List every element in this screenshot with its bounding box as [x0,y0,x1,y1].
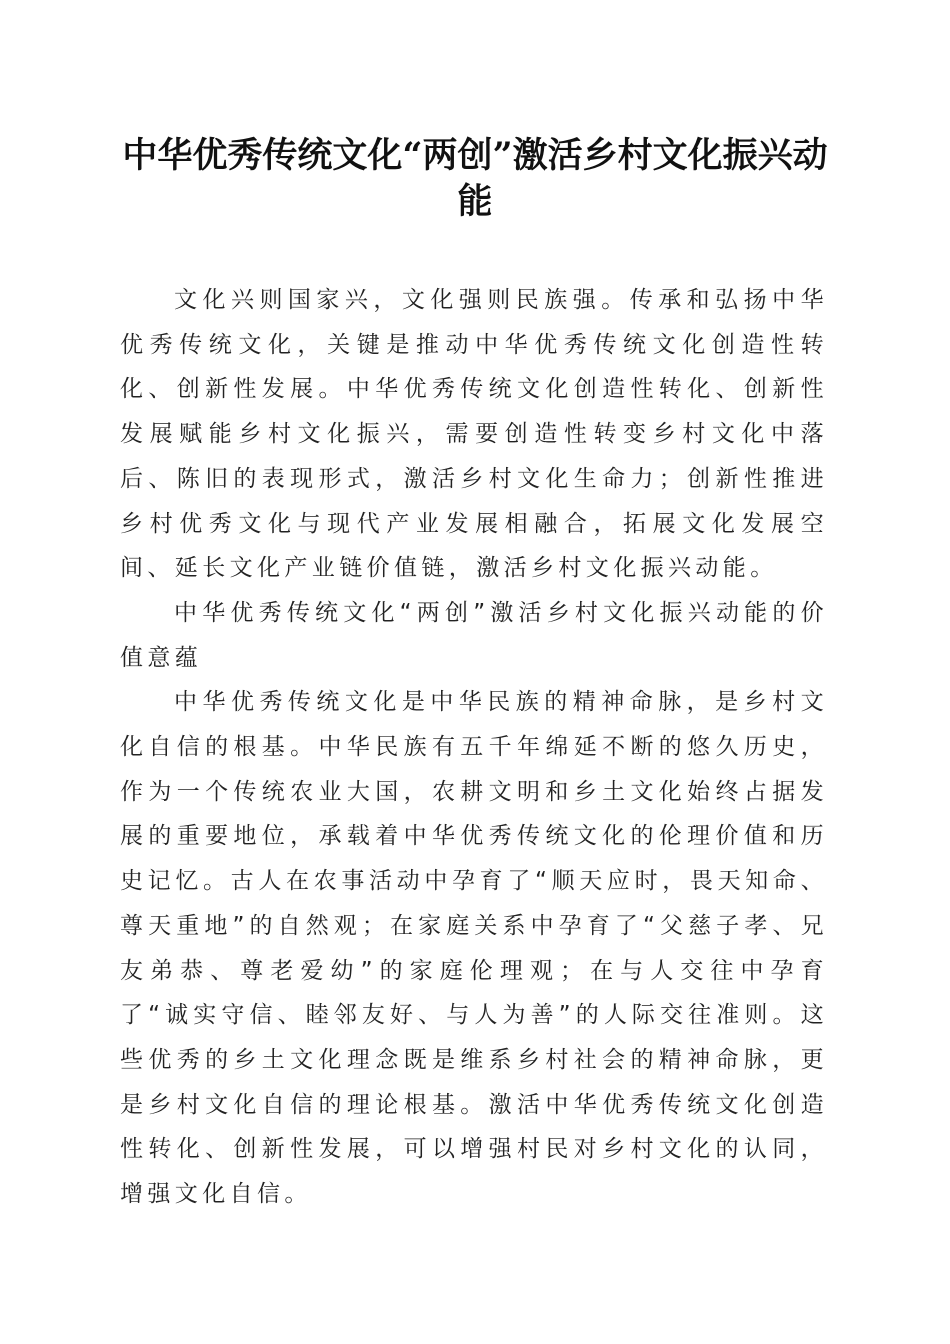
paragraph-section-heading: 中华优秀传统文化“两创”激活乡村文化振兴动能的价值意蕴 [120,599,828,671]
document-body [120,278,828,1217]
paragraph-value: 中华优秀传统文化是中华民族的精神命脉，是乡村文化自信的根基。中华民族有五千年绵延不断的悠久历史，作为一个传统农业大国，农耕文明和乡土文化始终占据发展的重要地位，承载着中华优秀传统文化的伦理价值和历史记忆。古人在农事活动中孕育了“顺天应时，畏天知命、尊天重地”的自然观；在家庭关系中孕育了“父慈子孝、兄友弟恭、尊老爱幼”的家庭伦理观；在与人交往中孕育了“诚实守信、睦邻友好、与人为善”的人际交往准则。这些优秀的乡土文化理念既是维系乡村社会的精神命脉，更是乡村文化自信的理论根基。激活中华优秀传统文化创造性转化、创新性发展，可以增强村民对乡村文化的认同，增强文化自信。 [120,689,828,1208]
document-title: 中华优秀传统文化“两创”激活乡村文化振兴动能 [122,135,828,222]
paragraph-intro: 文化兴则国家兴，文化强则民族强。传承和弘扬中华优秀传统文化，关键是推动中华优秀传统文化创造性转化、创新性发展。中华优秀传统文化创造性转化、创新性发展赋能乡村文化振兴，需要创造性转变乡村文化中落后、陈旧的表现形式，激活乡村文化生命力；创新性推进乡村优秀文化与现代产业发展相融合，拓展文化发展空间、延长文化产业链价值链，激活乡村文化振兴动能。 [120,287,828,582]
